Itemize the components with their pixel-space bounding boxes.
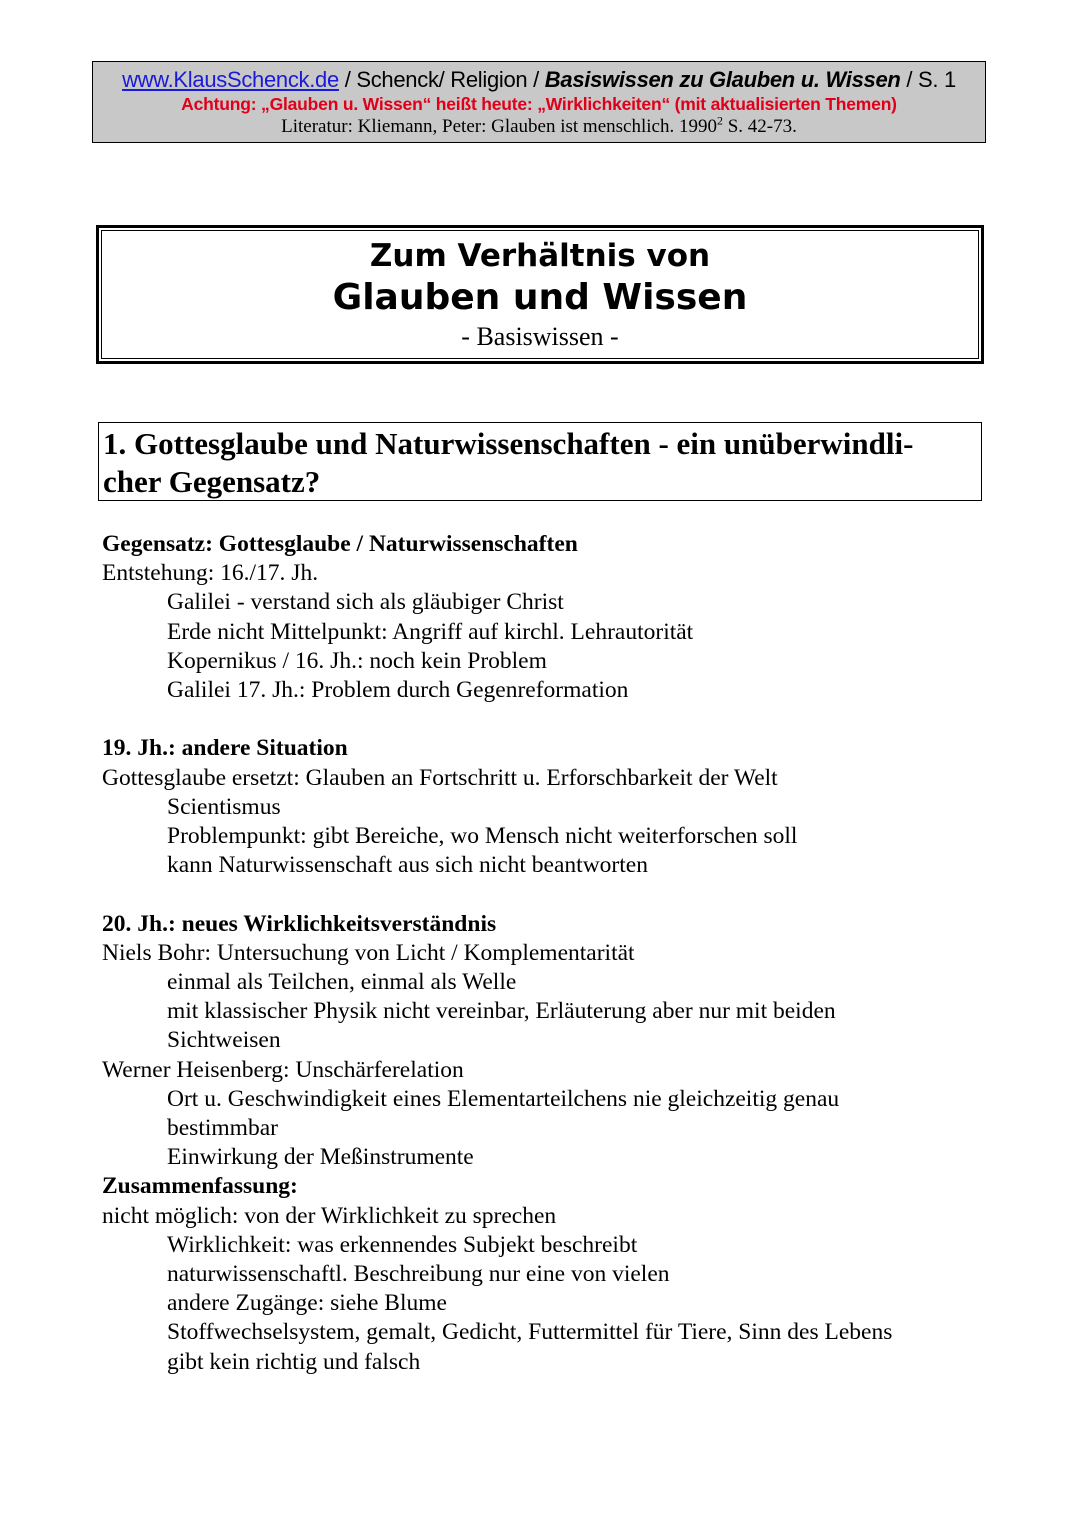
text-line: gibt kein richtig und falsch bbox=[167, 1348, 421, 1375]
text-line: Sichtweisen bbox=[167, 1027, 281, 1054]
title-line-1: Zum Verhältnis von bbox=[369, 238, 711, 274]
literature-superscript: 2 bbox=[716, 113, 723, 128]
text-line: einmal als Teilchen, einmal als Welle bbox=[167, 969, 517, 996]
title-line-2: Glauben und Wissen bbox=[332, 277, 748, 318]
block-heading: 20. Jh.: neues Wirklichkeitsverständnis bbox=[102, 910, 497, 937]
block-heading: Zusammenfassung: bbox=[102, 1173, 298, 1200]
text-line: nicht möglich: von der Wirklichkeit zu sprechen bbox=[102, 1202, 557, 1229]
text-line: Gottesglaube ersetzt: Glauben an Fortschritt u. Erforschbarkeit der Welt bbox=[102, 764, 778, 791]
text-line: Scientismus bbox=[167, 793, 281, 820]
section-heading bbox=[98, 422, 982, 501]
title-subtitle: - Basiswissen - bbox=[461, 322, 619, 351]
block-heading: Gegensatz: Gottesglaube / Naturwissenschaften bbox=[102, 531, 578, 557]
header-literature bbox=[93, 115, 985, 139]
block-heading: 19. Jh.: andere Situation bbox=[102, 735, 348, 762]
text-line: Einwirkung der Meßinstrumente bbox=[167, 1144, 474, 1171]
header-notice: Achtung: „Glauben u. Wissen“ heißt heute: „Wirklichkeiten“ (mit aktualisierten Themen) bbox=[181, 94, 897, 114]
title-box bbox=[96, 225, 984, 364]
text-line: bestimmbar bbox=[167, 1115, 278, 1142]
header-path bbox=[93, 67, 985, 93]
text-line: Entstehung: 16./17. Jh. bbox=[102, 560, 319, 587]
text-line: kann Naturwissenschaft aus sich nicht beantworten bbox=[167, 852, 648, 879]
section-heading-line-2: cher Gegensatz? bbox=[103, 464, 321, 499]
text-line: Ort u. Geschwindigkeit eines Elementarteilchens nie gleichzeitig genau bbox=[167, 1085, 840, 1112]
literature-text: Literatur: Kliemann, Peter: Glauben ist menschlich. 1990 bbox=[281, 116, 717, 137]
text-line: Problempunkt: gibt Bereiche, wo Mensch nicht weiterforschen soll bbox=[167, 823, 798, 850]
text-line: naturwissenschaftl. Beschreibung nur eine von vielen bbox=[167, 1261, 670, 1288]
section-heading-line-1: 1. Gottesglaube und Naturwissenschaften - ein unüberwindli- bbox=[103, 426, 914, 461]
site-link[interactable]: www.KlausSchenck.de bbox=[122, 67, 339, 92]
header-page-number: / S. 1 bbox=[900, 67, 956, 92]
text-line: Kopernikus / 16. Jh.: noch kein Problem bbox=[167, 647, 547, 674]
text-line: Wirklichkeit: was erkennendes Subjekt beschreibt bbox=[167, 1231, 638, 1258]
header-doc-title: Basiswissen zu Glauben u. Wissen bbox=[544, 67, 901, 92]
page-header bbox=[92, 61, 986, 143]
text-line: Werner Heisenberg: Unschärferelation bbox=[102, 1056, 464, 1083]
body-text bbox=[102, 530, 1002, 1377]
text-line: Stoffwechselsystem, gemalt, Gedicht, Futtermittel für Tiere, Sinn des Lebens bbox=[167, 1319, 893, 1346]
text-line: Niels Bohr: Untersuchung von Licht / Komplementarität bbox=[102, 939, 635, 966]
text-line: Erde nicht Mittelpunkt: Angriff auf kirchl. Lehrautorität bbox=[167, 618, 694, 645]
text-line: andere Zugänge: siehe Blume bbox=[167, 1290, 447, 1317]
block-spacer bbox=[102, 880, 1002, 909]
text-line: Galilei - verstand sich als gläubiger Christ bbox=[167, 589, 564, 616]
text-line: mit klassischer Physik nicht vereinbar, Erläuterung aber nur mit beiden bbox=[167, 998, 836, 1025]
text-line: Galilei 17. Jh.: Problem durch Gegenreformation bbox=[167, 677, 629, 704]
block-spacer bbox=[102, 705, 1002, 734]
literature-pages: S. 42-73. bbox=[722, 116, 797, 137]
header-path-text: / Schenck/ Religion / bbox=[338, 67, 545, 92]
